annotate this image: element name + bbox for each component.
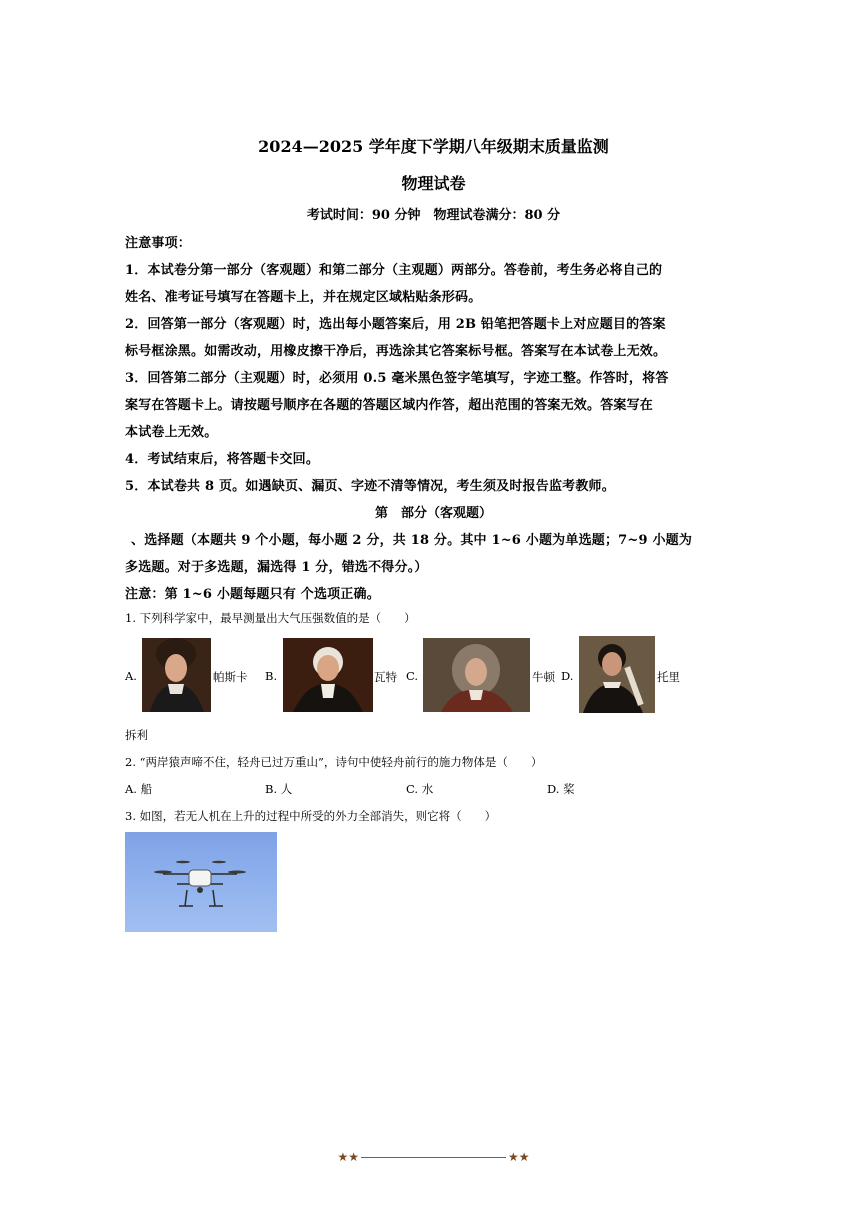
q1-option-a-portrait [142,638,211,712]
exam-info: 考试时间：90 分钟 物理试卷满分：80 分 [306,208,561,223]
footer-rule [361,1157,506,1158]
exam-title: 2024—2025 学年度下学期八年级期末质量监测 [258,137,609,156]
question-1-stem: 1. 下列科学家中，最早测量出大气压强数值的是（ ） [125,611,416,625]
q2-option-c-letter: C. [406,782,419,796]
q2-option-d[interactable] [547,781,575,797]
q2-option-c-text: 水 [421,782,434,796]
notes-line: 案写在答题卡上。请按题号顺序在各题的答题区域内作答，超出范围的答案无效。答案写在 [125,398,654,413]
q2-option-b-text: 人 [280,782,293,796]
notes-line: 姓名、准考证号填写在答题卡上，并在规定区域粘贴条形码。 [125,290,482,305]
section-instructions: 、选择题（本题共 9 个小题，每小题 2 分，共 18 分。其中 1~6 小题为单选题；7~9 小题为 [131,533,693,548]
notes-line: 1．本试卷分第一部分（客观题）和第二部分（主观题）两部分。答卷前，考生务必将自己的 [125,263,663,278]
drone-image [125,832,277,932]
q1-option-b-letter[interactable]: B. [265,669,278,683]
q2-option-a-letter: A. [125,782,137,796]
notes-heading: 注意事项： [125,236,192,251]
q2-option-b[interactable] [265,781,292,797]
notes-line: 5．本试卷共 8 页。如遇缺页、漏页、字迹不清等情况，考生须及时报告监考教师。 [125,479,615,494]
q2-option-c[interactable] [406,781,433,797]
q2-option-d-text: 桨 [563,782,575,796]
section-instructions: 多选题。对于多选题，漏选得 1 分，错选不得分。） [125,560,428,575]
section-title: 第 部分（客观题） [374,506,492,521]
q2-option-a[interactable] [125,781,152,797]
q1-option-a-letter[interactable]: A. [125,669,137,683]
q1-option-d-letter[interactable]: D. [561,669,574,683]
q1-option-c-portrait [423,638,530,712]
notes-line: 2．回答第一部分（客观题）时，选出每小题答案后，用 2B 铅笔把答题卡上对应题目的答案 [125,317,666,332]
question-3-stem: 3. 如图，若无人机在上升的过程中所受的外力全部消失，则它将（ ） [125,809,497,823]
notes-line: 标号框涂黑。如需改动，用橡皮擦干净后，再选涂其它答案标号框。答案写在本试卷上无效。 [125,344,667,359]
q1-option-d-portrait [579,636,655,713]
footer-stars-right: ★★ [508,1150,530,1164]
q1-option-d-wrap-text: 拆利 [125,728,148,742]
notes-line: 3．回答第二部分（主观题）时，必须用 0.5 毫米黑色签字笔填写，字迹工整。作答时，将答 [125,371,669,386]
notes-line: 4．考试结束后，将答题卡交回。 [125,452,320,467]
section-note: 注意：第 1~6 小题每题只有 个选项正确。 [125,587,380,602]
page-footer-ornament [0,1150,867,1164]
question-2-stem: 2. “两岸猿声啼不住，轻舟已过万重山”，诗句中使轻舟前行的施力物体是（ ） [125,755,543,769]
notes-line: 本试卷上无效。 [125,425,218,440]
q1-option-a-text: 帕斯卡 [213,670,248,684]
footer-stars-left: ★★ [337,1150,359,1164]
q2-option-b-letter: B. [265,782,278,796]
q1-option-c-letter[interactable]: C. [406,669,419,683]
q1-option-b-text: 瓦特 [374,670,397,684]
q1-option-d-text: 托里 [657,670,680,684]
q1-option-b-portrait [283,638,373,712]
exam-subtitle: 物理试卷 [401,174,466,193]
q1-option-c-text: 牛顿 [532,670,555,684]
q2-option-a-text: 船 [140,782,153,796]
q2-option-d-letter: D. [547,782,560,796]
